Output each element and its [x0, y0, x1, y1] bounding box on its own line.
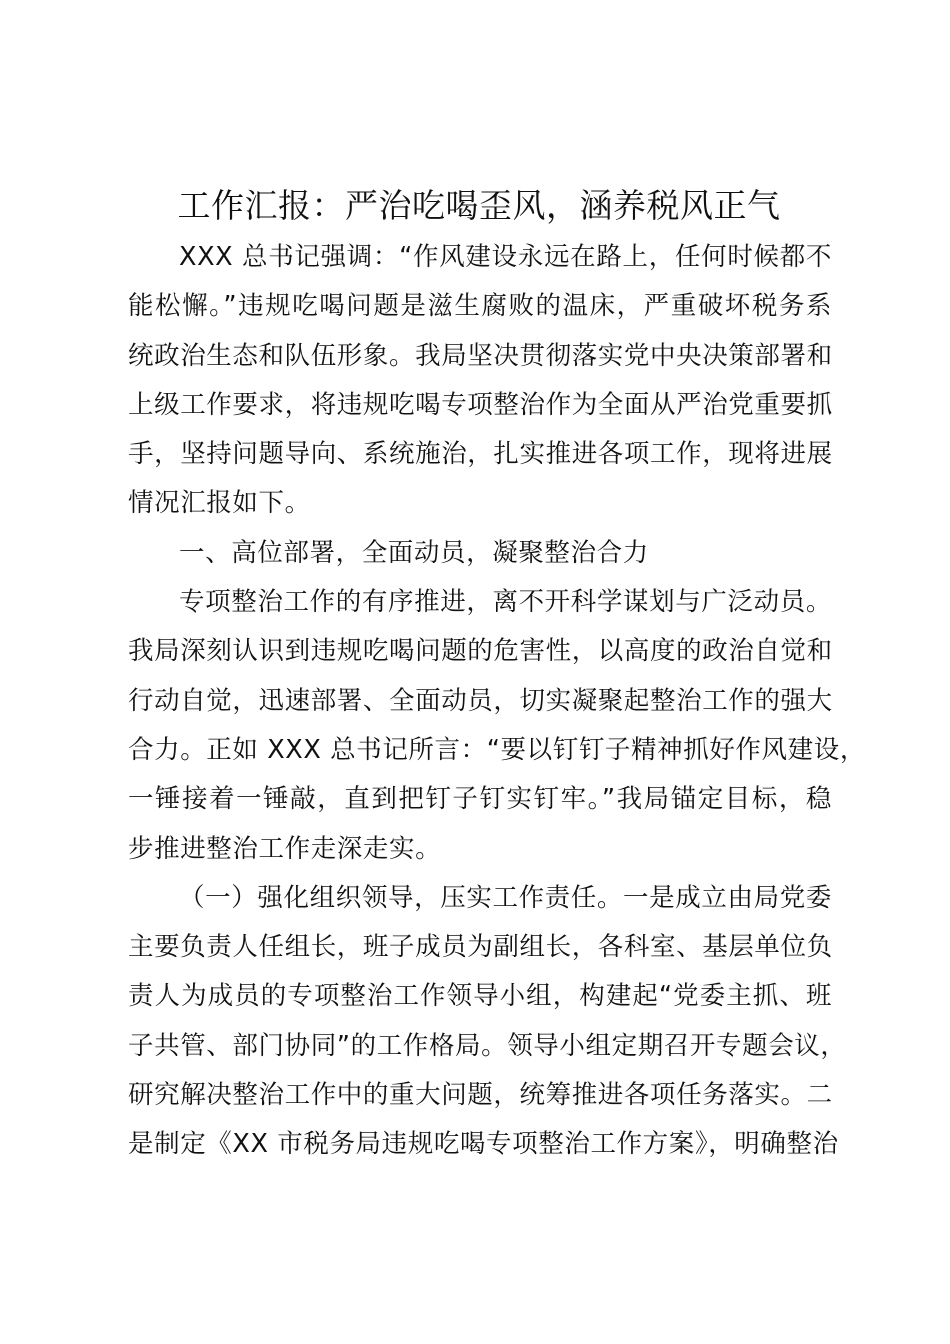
- document-title: 工作汇报：严治吃喝歪风，涵养税风正气: [177, 186, 781, 225]
- paragraph-line: 子共管、部门协同”的工作格局。领导小组定期召开专题会议，: [128, 1030, 847, 1061]
- paragraph-line: 情况汇报如下。: [128, 488, 311, 519]
- paragraph-line: 研究解决整治工作中的重大问题，统筹推进各项任务落实。二: [128, 1080, 833, 1111]
- paragraph-line: XXX 总书记强调：“作风建设永远在路上，任何时候都不: [179, 242, 832, 272]
- paragraph-line: 责人为成员的专项整治工作领导小组，构建起“党委主抓、班: [128, 981, 832, 1012]
- paragraph-line: （一）强化组织领导，压实工作责任。一是成立由局党委: [179, 882, 832, 913]
- paragraph-line: 上级工作要求，将违规吃喝专项整治作为全面从严治党重要抓: [128, 389, 833, 420]
- paragraph-line: 主要负责人任组长，班子成员为副组长，各科室、基层单位负: [128, 932, 833, 963]
- paragraph-line: 是制定《XX 市税务局违规吃喝专项整治工作方案》，明确整治: [128, 1129, 839, 1160]
- paragraph-line: 合力。正如 XXX 总书记所言：“要以钉钉子精神抓好作风建设，: [128, 734, 866, 765]
- paragraph-line: 手，坚持问题导向、系统施治，扎实推进各项工作，现将进展: [128, 439, 833, 470]
- paragraph-line: 能松懈。”违规吃喝问题是滋生腐败的温床，严重破坏税务系: [128, 291, 832, 322]
- paragraph-line: 一锤接着一锤敲，直到把钉子钉实钉牢。”我局锚定目标，稳: [128, 784, 832, 815]
- paragraph-line: 步推进整治工作走深走实。: [128, 833, 442, 864]
- paragraph-line: 统政治生态和队伍形象。我局坚决贯彻落实党中央决策部署和: [128, 340, 833, 371]
- paragraph-line: 一、高位部署，全面动员，凝聚整治合力: [179, 537, 649, 568]
- paragraph-line: 行动自觉，迅速部署、全面动员，切实凝聚起整治工作的强大: [128, 685, 833, 716]
- paragraph-line: 专项整治工作的有序推进，离不开科学谋划与广泛动员。: [179, 587, 832, 618]
- document-body: [128, 233, 866, 1170]
- paragraph-line: 我局深刻认识到违规吃喝问题的危害性，以高度的政治自觉和: [128, 636, 833, 667]
